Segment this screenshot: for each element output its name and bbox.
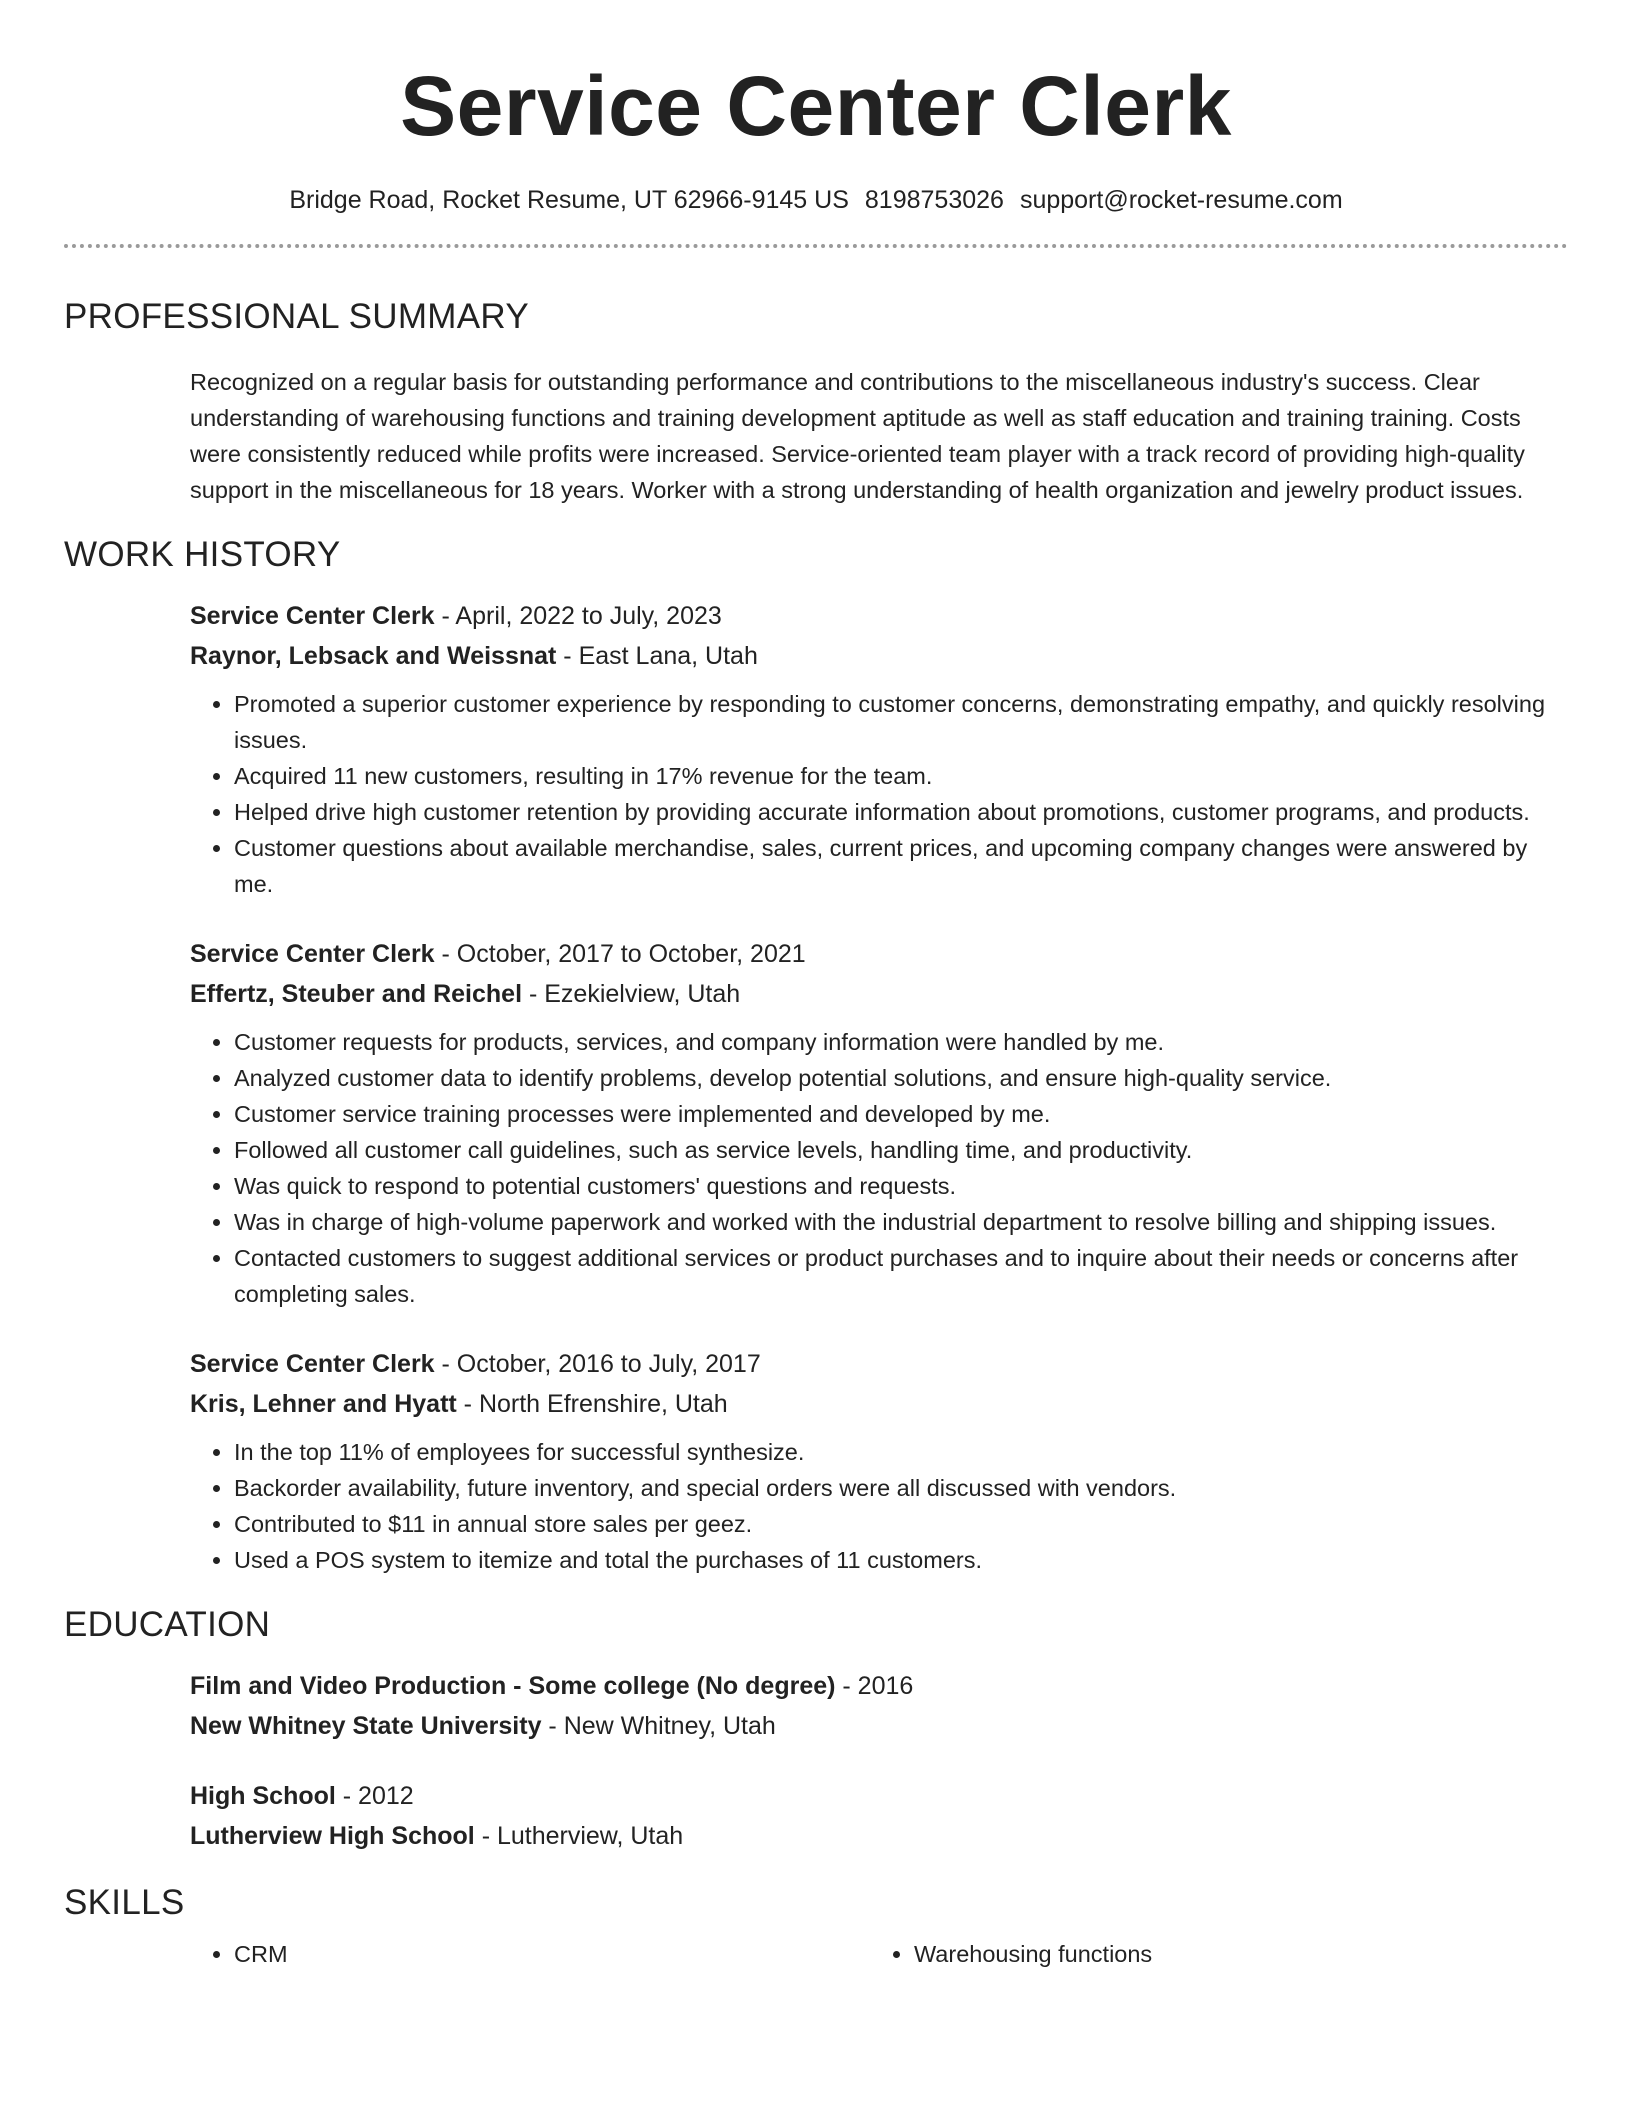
summary-heading: PROFESSIONAL SUMMARY xyxy=(64,297,529,336)
job-company-line xyxy=(190,636,1568,676)
education-school: New Whitney State University xyxy=(190,1712,542,1740)
job-dates: - April, 2022 to July, 2023 xyxy=(434,602,722,630)
job-bullets xyxy=(190,1024,1568,1312)
education-degree: Film and Video Production - Some college (No degree) xyxy=(190,1672,836,1700)
job-role: Service Center Clerk xyxy=(190,602,435,630)
education-school: Lutherview High School xyxy=(190,1822,475,1850)
education-year: - 2016 xyxy=(835,1672,914,1700)
education-heading: EDUCATION xyxy=(64,1605,271,1644)
job-entry xyxy=(190,934,1568,1312)
job-bullet: • Acquired 11 new customers, resulting in 17% revenue for the team. xyxy=(234,758,1568,794)
resume-name: Service Center Clerk xyxy=(400,59,1232,153)
job-bullet: • Was quick to respond to potential customers' questions and requests. xyxy=(234,1168,1568,1204)
work-section xyxy=(190,596,1568,1578)
job-bullet: • In the top 11% of employees for successful synthesize. xyxy=(234,1434,1568,1470)
education-entry xyxy=(190,1776,1568,1856)
job-company-line xyxy=(190,974,1568,1014)
job-entry xyxy=(190,1344,1568,1578)
job-bullet: • Contributed to $11 in annual store sales per geez. xyxy=(234,1506,1568,1542)
job-role: Service Center Clerk xyxy=(190,1350,435,1378)
contact-line xyxy=(64,184,1568,216)
job-bullets xyxy=(190,686,1568,902)
skill-item: • CRM xyxy=(234,1936,870,1972)
job-bullet: • Analyzed customer data to identify problems, develop potential solutions, and ensure high-quality service. xyxy=(234,1060,1568,1096)
job-location: - East Lana, Utah xyxy=(556,642,758,670)
job-location: - Ezekielview, Utah xyxy=(522,980,741,1008)
job-title-line xyxy=(190,934,1568,974)
skill-item: • Warehousing functions xyxy=(914,1936,1550,1972)
job-company: Raynor, Lebsack and Weissnat xyxy=(190,642,557,670)
job-bullet: • Was in charge of high-volume paperwork and worked with the industrial department to resolve billing and shipping issues. xyxy=(234,1204,1568,1240)
job-bullet: • Backorder availability, future inventory, and special orders were all discussed with vendors. xyxy=(234,1470,1568,1506)
skills-section xyxy=(190,1936,1568,1972)
job-dates: - October, 2016 to July, 2017 xyxy=(434,1350,761,1378)
header-divider xyxy=(64,244,1568,248)
contact-email: support@rocket-resume.com xyxy=(1019,186,1343,214)
education-entry xyxy=(190,1666,1568,1746)
education-year: - 2012 xyxy=(335,1782,414,1810)
job-title-line xyxy=(190,596,1568,636)
education-school-line xyxy=(190,1706,1568,1746)
job-title-line xyxy=(190,1344,1568,1384)
job-bullet: • Used a POS system to itemize and total the purchases of 11 customers. xyxy=(234,1542,1568,1578)
job-role: Service Center Clerk xyxy=(190,940,435,968)
resume-page xyxy=(64,0,1568,1972)
job-bullet: • Followed all customer call guidelines, such as service levels, handling time, and productivity. xyxy=(234,1132,1568,1168)
work-heading: WORK HISTORY xyxy=(64,535,341,574)
job-entry xyxy=(190,596,1568,902)
skills-columns xyxy=(190,1936,1568,1972)
job-bullets xyxy=(190,1434,1568,1578)
education-location: - New Whitney, Utah xyxy=(541,1712,776,1740)
job-bullet: • Promoted a superior customer experience by responding to customer concerns, demonstrating empathy, and quickly resolving issues. xyxy=(234,686,1568,758)
job-company-line xyxy=(190,1384,1568,1424)
job-company: Effertz, Steuber and Reichel xyxy=(190,980,523,1008)
job-dates: - October, 2017 to October, 2021 xyxy=(434,940,806,968)
education-school-line xyxy=(190,1816,1568,1856)
job-bullet: • Customer service training processes were implemented and developed by me. xyxy=(234,1096,1568,1132)
contact-address: Bridge Road, Rocket Resume, UT 62966-9145 US xyxy=(289,186,849,214)
education-location: - Lutherview, Utah xyxy=(474,1822,684,1850)
skills-left-list xyxy=(190,1936,870,1972)
contact-phone: 8198753026 xyxy=(864,186,1004,214)
job-bullet: • Helped drive high customer retention by providing accurate information about promotions, customer programs, and products. xyxy=(234,794,1568,830)
education-degree: High School xyxy=(190,1782,336,1810)
job-company: Kris, Lehner and Hyatt xyxy=(190,1390,457,1418)
job-location: - North Efrenshire, Utah xyxy=(456,1390,728,1418)
job-bullet: • Contacted customers to suggest additional services or product purchases and to inquire about their needs or concerns after completing sales. xyxy=(234,1240,1568,1312)
job-bullet: • Customer requests for products, services, and company information were handled by me. xyxy=(234,1024,1568,1060)
education-degree-line xyxy=(190,1666,1568,1706)
education-section xyxy=(190,1666,1568,1856)
education-degree-line xyxy=(190,1776,1568,1816)
summary-text: Recognized on a regular basis for outstanding performance and contributions to the miscellaneous industry's success. Clear understanding of warehousing functions and training development aptitude as well as staff education and training training. Costs were consistently reduced while profits were increased. Service-oriented team player with a track record of providing high-quality support in the miscellaneous for 18 years. Worker with a strong understanding of health organization and jewelry product issues. xyxy=(190,369,1525,503)
skills-heading: SKILLS xyxy=(64,1883,185,1922)
job-bullet: • Customer questions about available merchandise, sales, current prices, and upcoming company changes were answered by me. xyxy=(234,830,1568,902)
summary-section xyxy=(190,364,1568,508)
skills-right-list xyxy=(870,1936,1550,1972)
